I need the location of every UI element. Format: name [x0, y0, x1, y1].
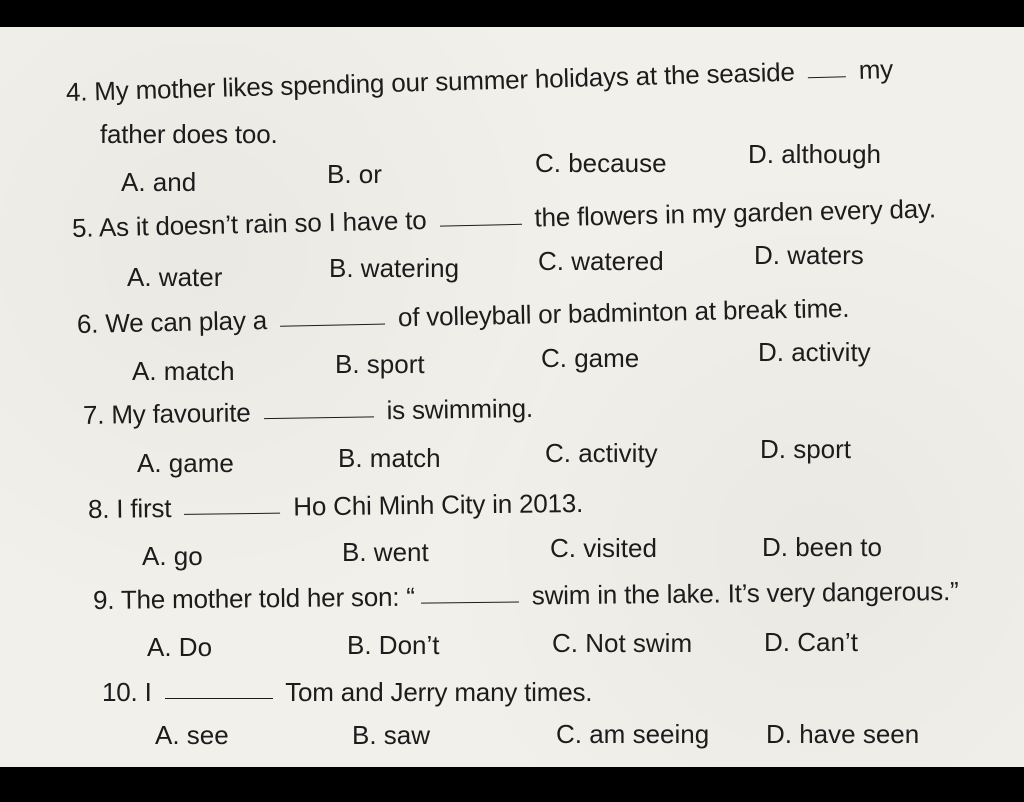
option-d: D. waters	[754, 240, 864, 270]
option-d: D. sport	[760, 434, 852, 464]
question-text: Ho Chi Minh City in 2013.	[293, 487, 584, 522]
question-text: As it doesn’t rain so I have to	[98, 204, 427, 243]
answer-blank	[808, 75, 846, 78]
option-a: A. Do	[147, 632, 213, 662]
question-number: 10.	[102, 677, 138, 707]
option-c: C. watered	[538, 246, 664, 276]
question-text: I first	[116, 492, 172, 524]
question-text: My favourite	[111, 397, 251, 430]
answer-blank	[421, 601, 519, 604]
option-c: C. because	[535, 148, 667, 178]
question-number: 4.	[65, 76, 88, 107]
question-text: is swimming.	[386, 392, 534, 426]
option-b: B. match	[338, 443, 441, 473]
option-a: A. match	[132, 356, 235, 386]
option-c: C. game	[541, 343, 640, 373]
question-9	[93, 576, 959, 616]
option-d: D. been to	[762, 532, 882, 562]
option-d: D. although	[748, 139, 881, 169]
option-b: B. saw	[352, 720, 431, 750]
question-text: Tom and Jerry many times.	[285, 677, 593, 707]
question-text: the flowers in my garden every day.	[534, 193, 937, 233]
option-b: B. went	[342, 537, 429, 567]
question-number: 7.	[82, 399, 105, 430]
option-b: B. Don’t	[347, 630, 440, 660]
option-d: D. have seen	[766, 719, 920, 749]
option-c: C. visited	[550, 533, 657, 563]
answer-blank	[264, 415, 374, 419]
question-6	[77, 293, 850, 340]
option-a: A. water	[127, 262, 223, 292]
option-a: A. see	[155, 720, 229, 750]
answer-blank	[280, 323, 385, 327]
answer-blank	[440, 223, 522, 227]
question-text: of volleyball or badminton at break time.	[397, 292, 850, 333]
option-b: B. watering	[329, 253, 460, 283]
answer-blank	[184, 512, 280, 515]
option-c: C. activity	[545, 438, 658, 468]
question-text: My mother likes spending our summer holidays at the seaside	[93, 56, 796, 107]
question-number: 6.	[76, 308, 99, 339]
option-b: B. or	[327, 159, 382, 189]
question-4-line-2: father does too.	[100, 119, 278, 149]
question-5	[72, 193, 937, 244]
option-d: D. activity	[758, 337, 871, 367]
question-text: my	[858, 53, 894, 85]
option-c: C. am seeing	[556, 719, 710, 749]
question-4	[66, 54, 894, 108]
option-a: A. go	[142, 541, 203, 571]
question-text: I	[144, 677, 152, 707]
question-text: swim in the lake. It’s very dangerous.”	[531, 575, 959, 611]
worksheet-page	[0, 27, 1024, 767]
question-number: 8.	[87, 493, 110, 524]
question-number: 5.	[71, 212, 94, 243]
question-8	[88, 488, 583, 525]
question-7	[83, 393, 533, 431]
question-text: We can play a	[104, 305, 268, 339]
question-text: The mother told her son: “	[120, 581, 415, 615]
option-a: A. and	[121, 167, 197, 197]
answer-blank	[165, 697, 273, 699]
question-10	[102, 677, 592, 708]
option-b: B. sport	[335, 349, 425, 379]
option-a: A. game	[137, 448, 234, 478]
question-number: 9.	[92, 584, 115, 615]
option-c: C. Not swim	[552, 628, 693, 658]
option-d: D. Can’t	[764, 627, 858, 657]
